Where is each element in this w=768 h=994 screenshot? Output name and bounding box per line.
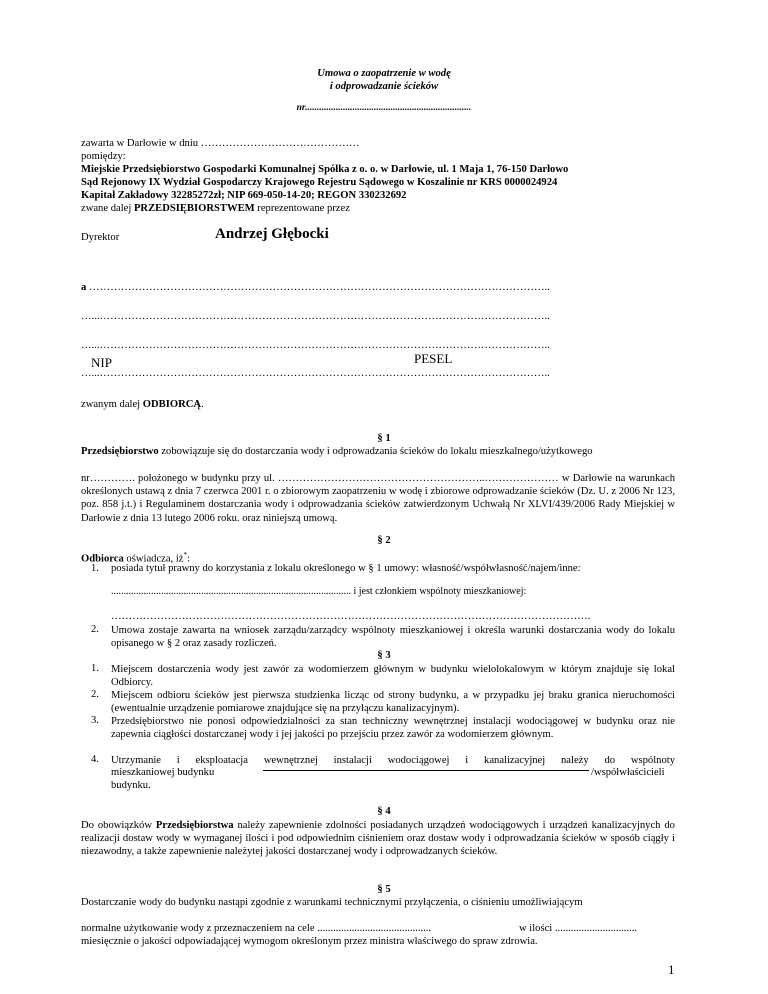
section-3-item-4-coowners-label: /współwłaścicieli	[591, 767, 665, 778]
party-name-dots: …………………………………………………………………………………………………………………..	[89, 282, 550, 293]
section-5-paragraph-3: miesięcznie o jakości odpowiadającej wymogom określonym przez ministra właściwego do spraw zdrowia.	[81, 936, 538, 947]
director-name: Andrzej Głębocki	[215, 226, 329, 242]
section-3-item-4: Utrzymanie i eksploatacja wewnętrznej instalacji wodociągowej i kanalizacyjnej należy do wspólnoty	[111, 755, 675, 766]
party-called-as: zwanym dalej ODBIORCĄ.	[81, 399, 204, 410]
section-4-paragraph: Do obowiązków Przedsiębiorstwa należy zapewnienie zdolności posiadanych urządzeń wodociągowych i urządzeń kanalizacyjnych do realizacji dostaw wody w wymaganej ilości i pod odpowiednim ciśnieniem oraz dostaw wody i odprowadzania ścieków w sposób ciągły i niezawodny, a także zapewnienie należytej jakości dostarczanej wody i odprowadzanych ścieków.	[81, 820, 675, 858]
section-3-item-3: Przedsiębiorstwo nie ponosi odpowiedzialności za stan techniczny wewnętrznej instalacji wodociągowej w budynku oraz nie zapewnia ciągłości dostarczanej wody i jej jakości po przejściu przez zawór za wodomierzem głównym.	[111, 716, 675, 741]
section-3-item-1-number: 1.	[91, 663, 99, 674]
section-5-quantity-line: w ilości ...............................	[519, 923, 638, 934]
section-3-item-4-end: budynku.	[111, 780, 151, 791]
company-court-register: Sąd Rejonowy IX Wydział Gospodarczy Krajowego Rejestru Sądowego w Koszalinie nr KRS 0000024924	[81, 177, 558, 188]
section-2-item-2: Umowa zostaje zawarta na wniosek zarządu/zarządcy wspólnoty mieszkaniowej i określa warunki dostarczania wody do lokalu opisanego w § 2 oraz zasady rozliczeń.	[111, 625, 675, 650]
section-5-purpose-line: normalne użytkowanie wody z przeznaczeniem na cele ...........................................	[81, 923, 432, 934]
pesel-label: PESEL	[414, 351, 453, 366]
section-5-heading: § 5	[377, 884, 391, 895]
section-3-item-2: Miejscem odbioru ścieków jest pierwsza studzienka licząc od strony budynku, a w przypadku jej braku granica nieruchomości (ewentualnie urządzenie pomiarowe znajdujące się na przyłączu kanalizacyjnym).	[111, 690, 675, 715]
section-2-item-1-number: 1.	[91, 563, 99, 574]
section-1-heading: § 1	[377, 433, 391, 444]
party-a-label: a	[81, 282, 87, 293]
section-4-heading: § 4	[377, 806, 391, 817]
party-ids-dots: …...………………………………………………………………………………………………………………..	[81, 368, 550, 379]
section-3-item-4-number: 4.	[91, 754, 99, 765]
community-dots: ……………………………………………………………………………………………………………………….	[111, 611, 591, 622]
between-label: pomiędzy:	[81, 151, 126, 162]
party-extra-dots: …...………………………………………………………………………………………………………………..	[81, 340, 550, 351]
section-5-paragraph-1: Dostarczanie wody do budynku nastąpi zgodnie z warunkami technicznymi przyłączenia, o ciśnieniu umożliwiającym	[81, 897, 583, 908]
company-called-as: zwane dalej PRZEDSIĘBIORSTWEM reprezentowane przez	[81, 203, 350, 214]
nip-label: NIP	[91, 355, 112, 370]
page-number: 1	[668, 962, 675, 977]
company-capital-ids: Kapitał Zakładowy 32285272zł; NIP 669-050-14-20; REGON 330232692	[81, 190, 407, 201]
section-2-item-1: posiada tytuł prawny do korzystania z lokalu określonego w § 1 umowy: własność/współwłasność/najem/inne:	[111, 563, 581, 574]
company-name: Miejskie Przedsiębiorstwo Gospodarki Komunalnej Spółka z o. o. w Darłowie, ul. 1 Maja 1, 76-150 Darłowo	[81, 164, 569, 175]
section-1-paragraph-2: nr…………. położonego w budynku przy ul. …………………………………………………..………………… w Darłowie na warunkach określonych ustawą z dnia 7 czerwca 2001 r. o zbiorowym zaopatrzeniu w wodę i zbiorowe odprowadzanie ścieków (Dz. U. z 2006 Nr 123, poz. 858 j.t.) i Regulaminem dostarczania wody i odprowadzania ścieków zatwierdzonym Uchwałą Nr XLVI/439/2006 Rady Miejskiej w Darłowie z dnia 13 lutego 2006 roku. oraz niniejszą umową.	[81, 473, 675, 524]
party-address-dots: …...………………………………………………………………………………………………………………..	[81, 311, 550, 322]
representative-role: Dyrektor	[81, 232, 120, 243]
section-3-heading: § 3	[377, 650, 391, 661]
section-1-paragraph-1: Przedsiębiorstwo zobowiązuje się do dostarczania wody i odprowadzania ścieków do lokalu mieszkalnego/użytkowego	[81, 446, 593, 457]
section-3-item-3-number: 3.	[91, 715, 99, 726]
section-2-heading: § 2	[377, 535, 391, 546]
contract-number: nr......................................................................	[296, 103, 472, 113]
title-line-1: Umowa o zaopatrzenie w wodę	[317, 68, 451, 79]
section-2-lead: Odbiorca oświadcza, iż*:	[81, 551, 190, 565]
section-3-item-1: Miejscem dostarczenia wody jest zawór za wodomierzem głównym w budynku wielolokalowym w którym znajduje się lokal Odbiorcy.	[111, 664, 675, 689]
section-2-item-2-number: 2.	[91, 624, 99, 635]
building-fill-line	[263, 770, 589, 771]
section-3-item-2-number: 2.	[91, 689, 99, 700]
section-3-item-4-building-label: mieszkaniowej budynku	[111, 767, 215, 778]
signing-place-date: zawarta w Darłowie w dniu ………………………………………	[81, 138, 360, 149]
title-line-2: i odprowadzanie ścieków	[329, 81, 439, 92]
community-member-line: ................................................................................................ i jest członkiem wspólnoty mieszkaniowej:	[111, 586, 527, 597]
